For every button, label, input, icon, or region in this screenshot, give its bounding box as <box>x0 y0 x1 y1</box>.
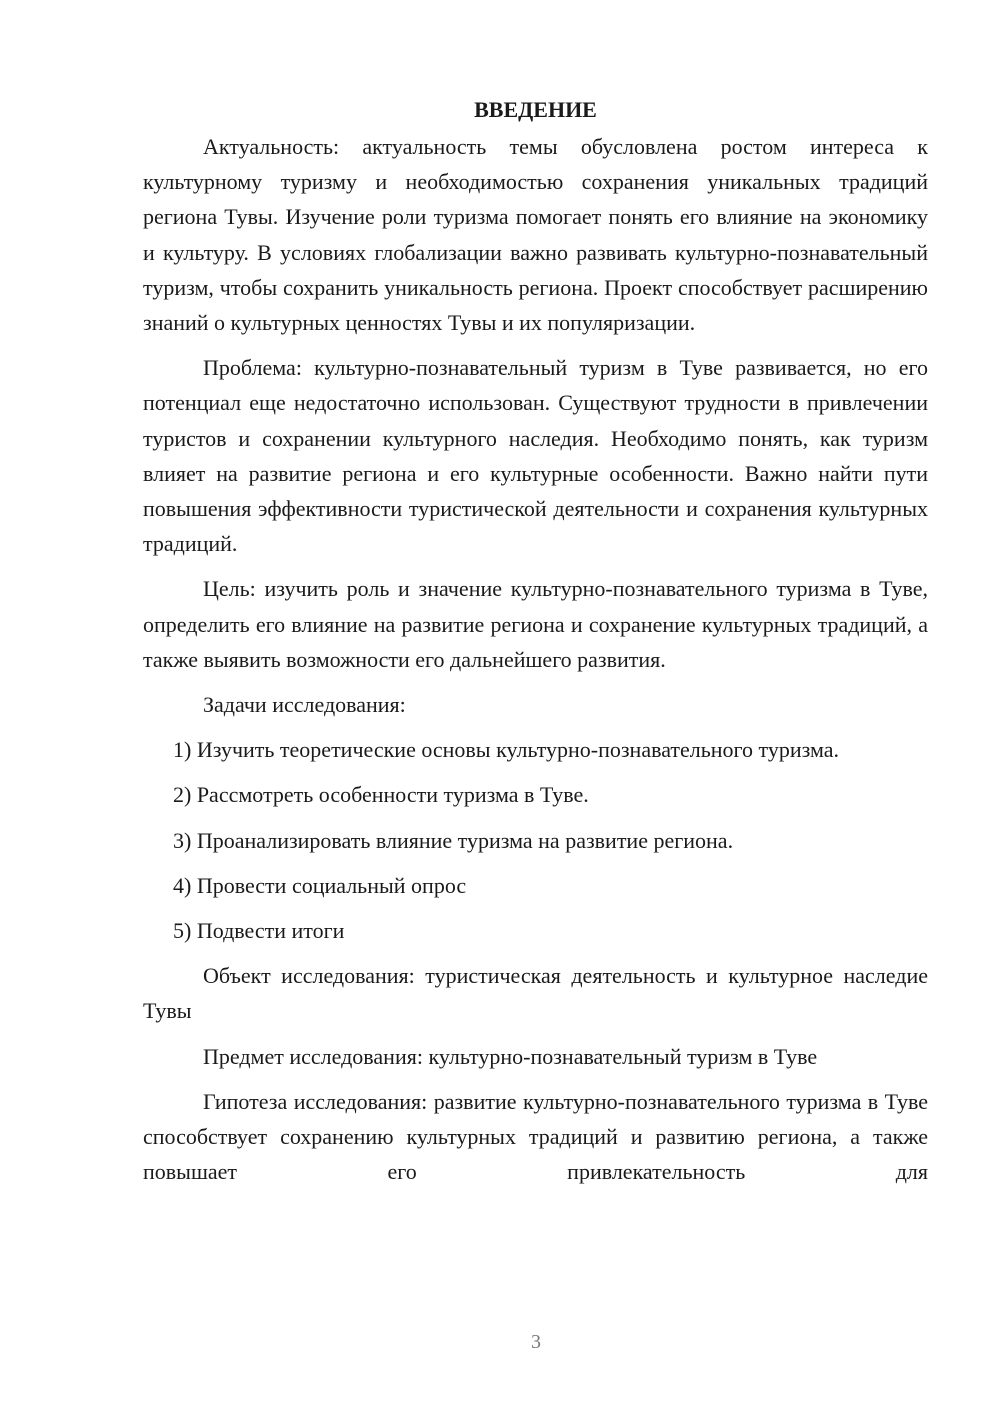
task-item-5: 5) Подвести итоги <box>173 918 345 944</box>
page-number: 3 <box>531 1331 541 1353</box>
paragraph-relevance: Актуальность: актуальность темы обусловлена ростом интереса к культурному туризму и необходимостью сохранения уникальных традиций региона Тувы. Изучение роли туризма помогает понять его влияние на экономику и культуру. В условиях глобализации важно развивать культурно-познавательный туризм, чтобы сохранить уникальность региона. Проект способствует расширению знаний о культурных ценностях Тувы и их популяризации. <box>143 134 928 336</box>
paragraph-problem: Проблема: культурно-познавательный туризм в Туве развивается, но его потенциал еще недостаточно использован. Существуют трудности в привлечении туристов и сохранении культурного наследия. Необходимо понять, как туризм влияет на развитие региона и его культурные особенности. Важно найти пути повышения эффективности туристической деятельности и сохранения культурных традиций. <box>143 355 928 557</box>
paragraph-subject: Предмет исследования: культурно-познавательный туризм в Туве <box>203 1043 818 1069</box>
paragraph-object: Объект исследования: туристическая деятельность и культурное наследие Тувы <box>143 963 928 1024</box>
task-item-2: 2) Рассмотреть особенности туризма в Туве. <box>173 782 589 808</box>
task-item-3: 3) Проанализировать влияние туризма на развитие региона. <box>173 827 734 853</box>
task-item-1: 1) Изучить теоретические основы культурно-познавательного туризма. <box>173 737 840 763</box>
paragraph-hypothesis: Гипотеза исследования: развитие культурно-познавательного туризма в Туве способствует сохранению культурных традиций и развитию региона, а также повышает его привлекательность для <box>143 1088 928 1185</box>
paragraph-goal: Цель: изучить роль и значение культурно-познавательного туризма в Туве, определить его влияние на развитие региона и сохранение культурных традиций, а также выявить возможности его дальнейшего развития. <box>143 576 928 672</box>
paragraph-tasks-heading: Задачи исследования: <box>203 692 406 718</box>
section-title: ВВЕДЕНИЕ <box>474 97 597 122</box>
task-item-4: 4) Провести социальный опрос <box>173 872 467 898</box>
page-content <box>143 92 928 1199</box>
